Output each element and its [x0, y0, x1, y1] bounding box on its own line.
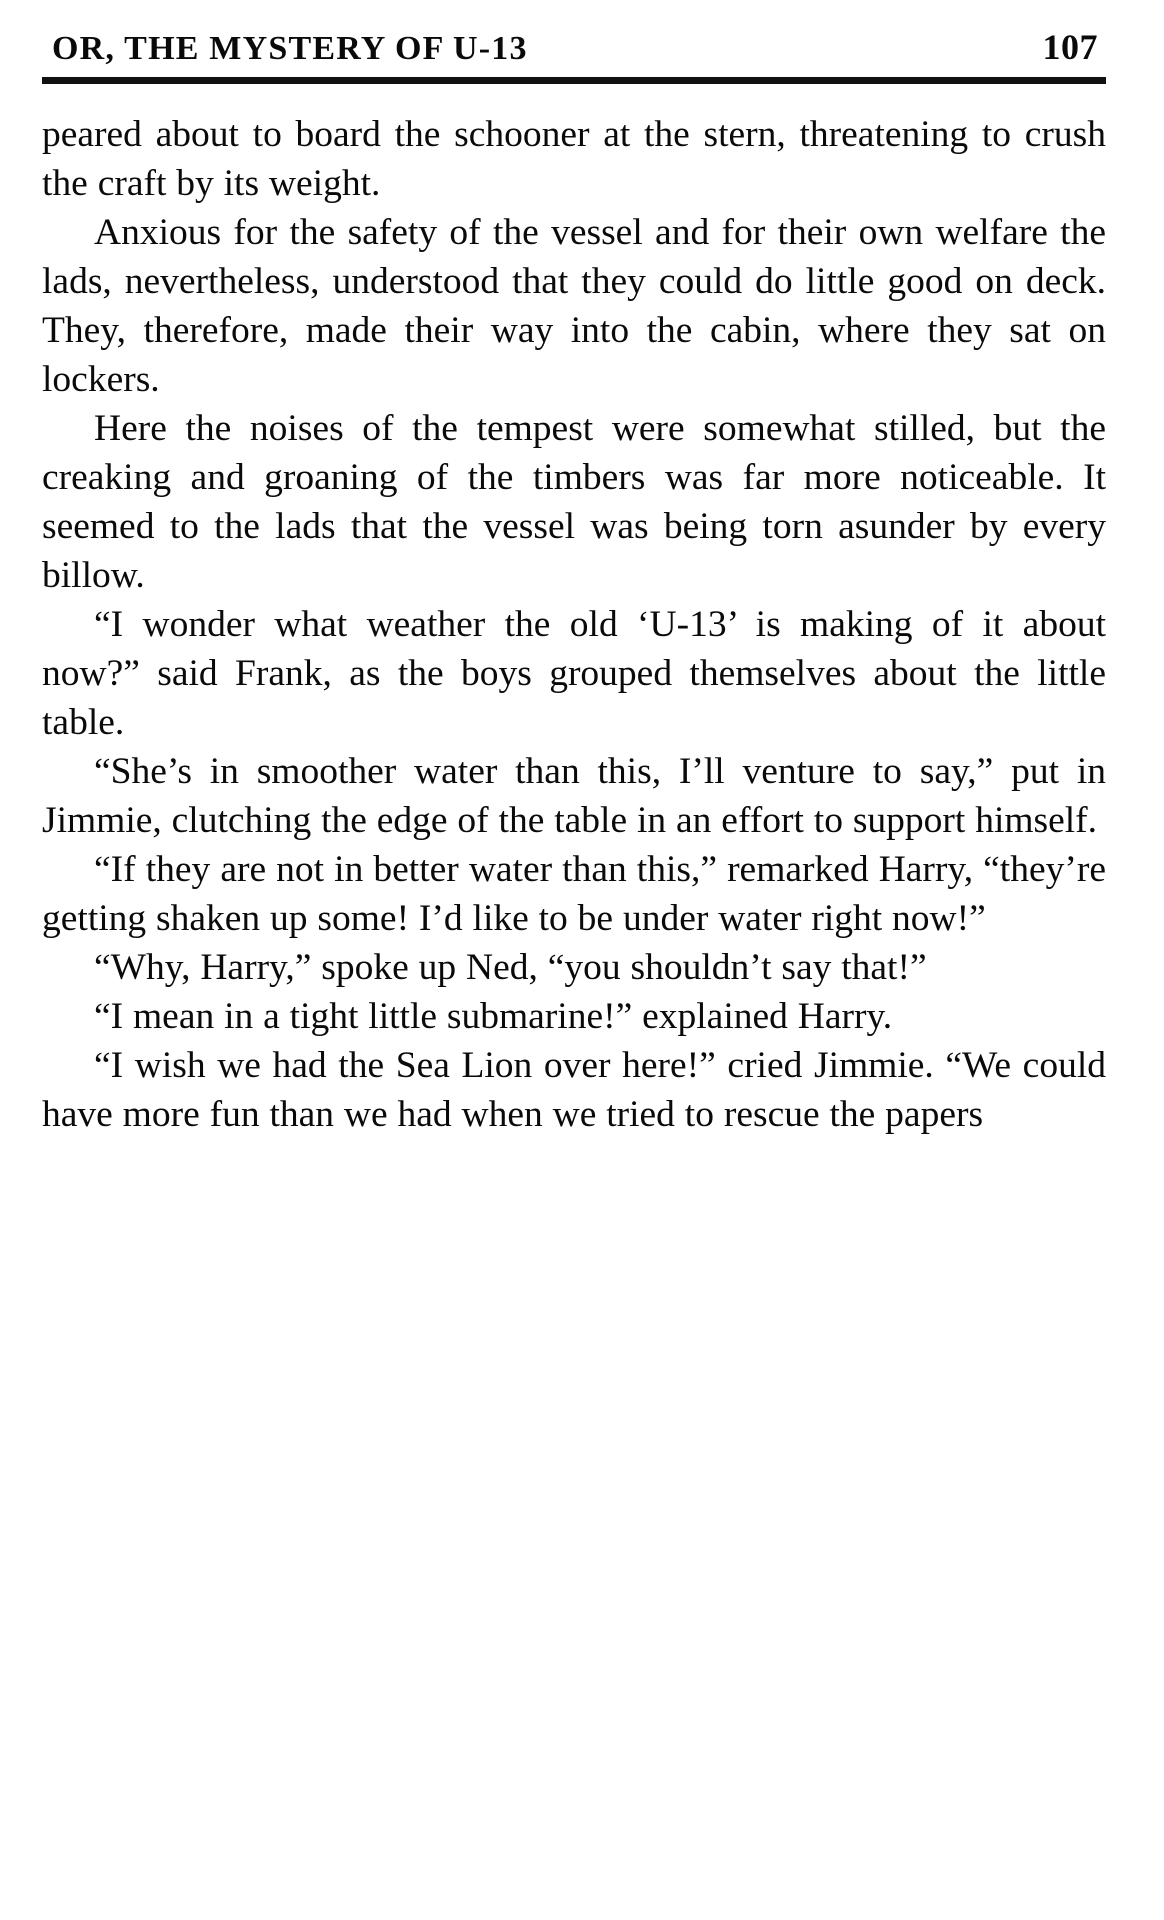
header-rule [42, 77, 1106, 84]
page-number: 107 [1042, 27, 1098, 67]
paragraph: peared about to board the schooner at the stern, threatening to crush the craft by its weight. [42, 114, 1106, 204]
page-body [42, 110, 1106, 1139]
running-head: OR, THE MYSTERY OF U-13 [52, 30, 528, 67]
paragraph: Here the noises of the tempest were somewhat stilled, but the creaking and groaning of the timbers was far more noticeable. It seemed to the lads that the vessel was being torn asunder by every billow. [42, 408, 1106, 596]
paragraph: “I mean in a tight little submarine!” explained Harry. [94, 996, 893, 1037]
paragraph: “I wonder what weather the old ‘U-13’ is making of it about now?” said Frank, as the boys grouped themselves about the little table. [42, 604, 1106, 743]
paragraph: “Why, Harry,” spoke up Ned, “you shouldn’t say that!” [94, 947, 927, 988]
paragraph: “She’s in smoother water than this, I’ll venture to say,” put in Jimmie, clutching the edge of the table in an effort to support himself. [42, 751, 1106, 841]
paragraph: “I wish we had the Sea Lion over here!” cried Jimmie. “We could have more fun than we had when we tried to rescue the papers [42, 1045, 1106, 1135]
page-header [42, 26, 1106, 68]
paragraph: Anxious for the safety of the vessel and for their own welfare the lads, nevertheless, understood that they could do little good on deck. They, therefore, made their way into the cabin, where they sat on lockers. [42, 212, 1106, 400]
paragraph: “If they are not in better water than this,” remarked Harry, “they’re getting shaken up some! I’d like to be under water right now!” [42, 849, 1106, 939]
